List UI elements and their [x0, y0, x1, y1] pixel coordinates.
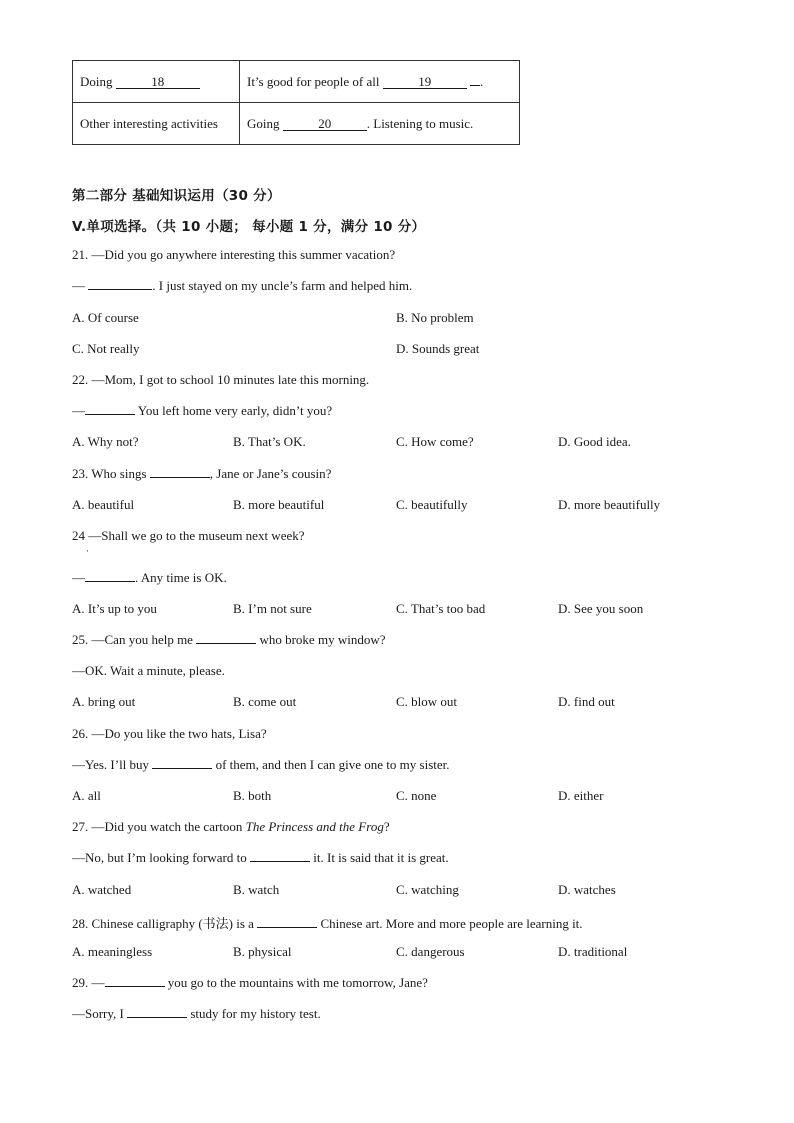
option-b[interactable]: B. come out [233, 694, 297, 709]
question-line: — . Any time is OK. [72, 570, 227, 585]
question-stem: 28. Chinese calligraphy (书法) is a Chinese art. More and more people are learning it. [72, 916, 583, 931]
answer-blank[interactable] [250, 850, 310, 862]
option-d[interactable]: D. watches [558, 882, 616, 897]
answer-blank[interactable] [85, 570, 135, 582]
question-line: — . I just stayed on my uncle’s farm and helped him. [72, 278, 413, 293]
table-cell [73, 103, 240, 145]
answer-blank[interactable] [196, 632, 256, 644]
option-a[interactable]: A. beautiful [72, 497, 135, 512]
option-c[interactable]: C. dangerous [396, 944, 465, 959]
question-stem: 26. —Do you like the two hats, Lisa? [72, 726, 267, 741]
question-stem: 24 —Shall we go to the museum next week? [72, 528, 305, 543]
answer-blank-19[interactable]: 19 [383, 75, 467, 89]
question-line: —Yes. I’ll buy of them, and then I can give one to my sister. [72, 757, 450, 772]
option-b[interactable]: B. physical [233, 944, 292, 959]
question-stem: 25. —Can you help me who broke my window? [72, 632, 386, 647]
table-row [73, 103, 520, 145]
question-line: —Sorry, I study for my history test. [72, 1006, 321, 1021]
answer-blank[interactable] [150, 466, 210, 478]
answer-blank[interactable] [88, 278, 152, 290]
answer-blank-tail [470, 85, 480, 86]
option-d[interactable]: D. either [558, 788, 604, 803]
option-b[interactable]: B. watch [233, 882, 280, 897]
question-line: —OK. Wait a minute, please. [72, 663, 225, 678]
answer-blank-18[interactable]: 18 [116, 75, 200, 89]
cell-text: It’s good for people of all [247, 73, 383, 89]
option-c[interactable]: C. none [396, 788, 437, 803]
option-a[interactable]: A. Why not? [72, 434, 139, 449]
cell-text: . Listening to music. [366, 115, 474, 131]
option-b[interactable]: B. I’m not sure [233, 601, 312, 616]
answer-blank[interactable] [127, 1006, 187, 1018]
option-d[interactable]: D. more beautifully [558, 497, 661, 512]
question-line: — You left home very early, didn’t you? [72, 403, 333, 418]
table-cell [240, 103, 520, 145]
table-row [73, 61, 520, 103]
part-title: V.单项选择。（共 10 小题； 每小题 1 分，满分 10 分） [72, 219, 426, 235]
cartoon-title: The Princess and the Frog [245, 819, 384, 834]
cell-text: Doing [80, 73, 116, 89]
question-line: —No, but I’m looking forward to it. It is said that it is great. [72, 850, 449, 865]
option-c[interactable]: C. How come? [396, 434, 474, 449]
question-stem: 21. —Did you go anywhere interesting this summer vacation? [72, 247, 396, 262]
option-a[interactable]: A. Of course [72, 310, 139, 325]
table-cell [73, 61, 240, 103]
option-a[interactable]: A. watched [72, 882, 132, 897]
option-b[interactable]: B. more beautiful [233, 497, 325, 512]
answer-blank[interactable] [257, 916, 317, 928]
question-stem: 29. — you go to the mountains with me tomorrow, Jane? [72, 975, 428, 990]
cell-text: . [480, 73, 484, 89]
option-c[interactable]: C. watching [396, 882, 459, 897]
option-a[interactable]: A. bring out [72, 694, 136, 709]
option-a[interactable]: A. all [72, 788, 101, 803]
section-title: 第二部分 基础知识运用（30 分） [72, 188, 281, 204]
option-b[interactable]: B. That’s OK. [233, 434, 306, 449]
option-d[interactable]: D. See you soon [558, 601, 644, 616]
option-c[interactable]: C. beautifully [396, 497, 468, 512]
answer-blank[interactable] [105, 975, 165, 987]
option-a[interactable]: A. It’s up to you [72, 601, 157, 616]
option-a[interactable]: A. meaningless [72, 944, 153, 959]
question-stem: 27. —Did you watch the cartoon The Princess and the Frog? [72, 819, 390, 834]
option-c[interactable]: C. blow out [396, 694, 458, 709]
option-b[interactable]: B. No problem [396, 310, 474, 325]
answer-blank[interactable] [85, 403, 135, 415]
cell-text: Going [247, 115, 283, 131]
stray-dot: · [86, 546, 89, 556]
answer-blank-20[interactable]: 20 [283, 117, 367, 131]
question-stem: 23. Who sings , Jane or Jane’s cousin? [72, 466, 332, 481]
option-b[interactable]: B. both [233, 788, 272, 803]
option-d[interactable]: D. traditional [558, 944, 628, 959]
option-c[interactable]: C. Not really [72, 341, 140, 356]
option-c[interactable]: C. That’s too bad [396, 601, 486, 616]
question-stem: 22. —Mom, I got to school 10 minutes late this morning. [72, 372, 370, 387]
answer-blank[interactable] [152, 757, 212, 769]
option-d[interactable]: D. find out [558, 694, 615, 709]
cell-text: Other interesting activities [80, 115, 218, 131]
table-cell [240, 61, 520, 103]
option-d[interactable]: D. Sounds great [396, 341, 480, 356]
activities-table [72, 60, 520, 145]
option-d[interactable]: D. Good idea. [558, 434, 631, 449]
